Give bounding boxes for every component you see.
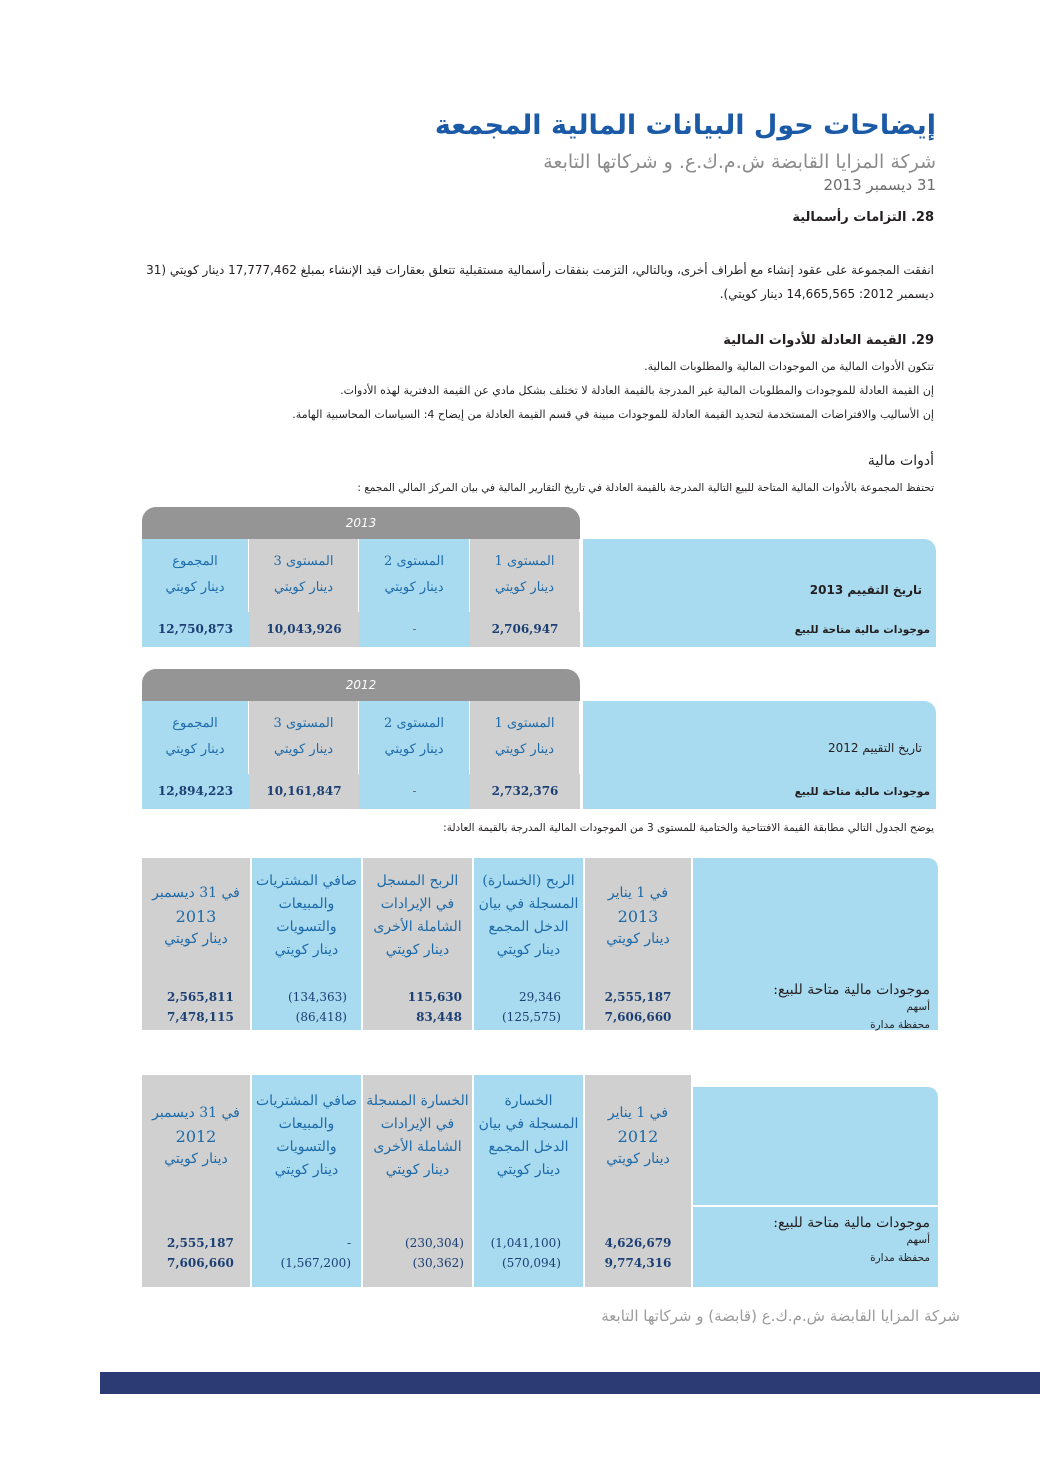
header-opening [585, 858, 693, 974]
row-label-cell [583, 701, 936, 777]
header-level-3 [249, 539, 359, 615]
header-year: 2012 [617, 1126, 659, 1146]
row-label-cell [583, 612, 936, 647]
header-level-1-label: المستوى 1 [494, 716, 555, 731]
header-line: الربح (الخسارة) [482, 873, 575, 889]
cell-managed: 7,606,660 [604, 1010, 672, 1024]
value-level-2: - [359, 612, 471, 647]
header-unit: دينار كويتي [606, 1150, 670, 1167]
afs-assets-label: موجودات مالية متاحة للبيع [794, 624, 930, 636]
header-closing [142, 1075, 252, 1197]
value-level-3: 10,043,926 [249, 612, 360, 647]
cell-managed: (125,575) [502, 1010, 561, 1024]
year-bar-2013: 2013 [142, 507, 580, 539]
header-year: 2013 [617, 906, 659, 926]
header-unit: دينار كويتي [164, 930, 228, 947]
header-line: الدخل المجمع [488, 1139, 569, 1155]
company-name: شركة المزايا القابضة ش.م.ك.ع. و شركاتها التابعة [543, 151, 936, 173]
report-date: 31 ديسمبر 2013 [823, 176, 936, 194]
header-level-2-label: المستوى 2 [384, 716, 444, 731]
header-level-3 [249, 701, 359, 777]
header-line: الشاملة الأخرى [373, 1139, 462, 1155]
afs-assets-label: موجودات مالية متاحة للبيع [794, 786, 930, 798]
cell-shares: 2,565,811 [167, 990, 234, 1004]
value-total: 12,750,873 [142, 612, 250, 647]
header-net-purchases [252, 858, 363, 974]
value-total: 12,894,223 [142, 774, 250, 809]
header-unit: دينار كويتي [384, 742, 444, 757]
header-unit: دينار كويتي [274, 1162, 339, 1178]
header-level-2 [359, 539, 470, 615]
col-closing [142, 974, 252, 1030]
header-unit: دينار كويتي [165, 580, 225, 595]
header-line: في 31 ديسمبر [152, 1104, 240, 1121]
instruments-intro: تحتفظ المجموعة بالأدوات المالية المتاحة للبيع التالية المدرجة بالقيمة العادلة في تاريخ التقارير المالية في بيان المركز المالي المجمع : [357, 482, 934, 494]
cell-shares: (1,041,100) [490, 1236, 561, 1250]
header-line: والتسويات [276, 1139, 337, 1155]
header-line: في الإيرادات [380, 1116, 455, 1132]
col-opening [585, 1197, 693, 1287]
header-total [142, 539, 249, 615]
value-level-2: - [359, 774, 471, 809]
header-opening [585, 1075, 693, 1197]
note-28-line-1: انفقت المجموعة على عقود إنشاء مع أطراف أخرى، وبالتالي، التزمت بنفقات رأسمالية مستقبلية تتعلق بعقارات قيد الإنشاء بمبلغ 17,777,462 دينار كويتي (31 [146, 263, 934, 277]
header-unit: دينار كويتي [384, 580, 444, 595]
cell-shares: 2,555,187 [167, 1236, 234, 1250]
header-line: والتسويات [276, 919, 337, 935]
header-profit-loss [474, 858, 585, 974]
header-line: في الإيرادات [380, 896, 455, 912]
value-level-1: 2,706,947 [470, 612, 581, 647]
header-profit-loss [474, 1075, 585, 1197]
header-line: الخسارة [504, 1093, 553, 1109]
cell-managed: (30,362) [412, 1256, 464, 1270]
cell-shares: 29,346 [519, 990, 561, 1004]
note-28-heading: 28. التزامات رأسمالية [792, 210, 934, 225]
row-label-shares: أسهم [906, 1001, 930, 1013]
header-line: المسجلة في بيان [478, 896, 579, 912]
cell-managed: (570,094) [502, 1256, 561, 1270]
cell-shares: - [346, 1236, 351, 1250]
year-bar-2012: 2012 [142, 669, 580, 701]
note-28-line-2: ديسمبر 2012: 14,665,565 دينار كويتي). [719, 287, 934, 301]
page-title: إيضاحات حول البيانات المالية المجمعة [434, 110, 936, 141]
reconciliation-table-2012 [142, 1075, 938, 1287]
instruments-heading: أدوات مالية [867, 453, 934, 469]
row-label-cell [583, 539, 936, 615]
header-level-2-label: المستوى 2 [384, 554, 444, 569]
header-unit: دينار كويتي [274, 580, 333, 595]
header-level-1 [470, 539, 580, 615]
label-header-cell [693, 1087, 938, 1205]
reconciliation-intro: يوضح الجدول التالي مطابقة القيمة الافتتاحية والختامية للمستوى 3 من الموجودات المالية المدرجة بالقيمة العادلة: [443, 822, 934, 834]
header-unit: دينار كويتي [496, 1162, 561, 1178]
cell-managed: 9,774,316 [604, 1256, 672, 1270]
note-29-heading: 29. القيمة العادلة للأدوات المالية [723, 333, 934, 348]
header-year: 2013 [175, 906, 217, 926]
cell-managed: 7,606,660 [167, 1256, 234, 1270]
cell-managed: (86,418) [295, 1010, 347, 1024]
valuation-date-label: تاريخ التقييم 2013 [809, 583, 922, 597]
row-label-shares: أسهم [906, 1234, 930, 1246]
header-total-label: المجموع [172, 716, 218, 731]
header-year: 2012 [175, 1126, 217, 1146]
row-label-cell [583, 774, 936, 809]
cell-shares: 4,626,679 [604, 1236, 672, 1250]
header-closing [142, 858, 252, 974]
header-line: والمبيعات [278, 1116, 335, 1132]
cell-shares: (134,363) [288, 990, 347, 1004]
cell-managed: (1,567,200) [280, 1256, 351, 1270]
col-profit-loss [474, 974, 585, 1030]
header-unit: دينار كويتي [165, 742, 225, 757]
header-unit: دينار كويتي [274, 942, 339, 958]
header-net-purchases [252, 1075, 363, 1197]
col-net-purchases [252, 1197, 363, 1287]
fair-value-table-2012 [142, 669, 936, 809]
header-line: المسجلة في بيان [478, 1116, 579, 1132]
cell-shares: 115,630 [407, 990, 462, 1004]
header-total [142, 701, 249, 777]
header-level-3-label: المستوى 3 [273, 716, 334, 731]
header-unit: دينار كويتي [385, 942, 450, 958]
afs-heading: موجودات مالية متاحة للبيع: [773, 982, 930, 998]
cell-shares: (230,304) [405, 1236, 464, 1250]
row-labels [693, 1207, 938, 1287]
col-opening [585, 974, 693, 1030]
header-unit: دينار كويتي [164, 1150, 228, 1167]
header-oci [363, 858, 474, 974]
header-total-label: المجموع [172, 554, 218, 569]
header-unit: دينار كويتي [606, 930, 670, 947]
col-oci [363, 974, 474, 1030]
col-oci [363, 1197, 474, 1287]
row-label-managed: محفظة مدارة [870, 1019, 930, 1031]
header-level-2 [359, 701, 470, 777]
col-profit-loss [474, 1197, 585, 1287]
reconciliation-table-2013 [142, 858, 938, 1030]
header-level-3-label: المستوى 3 [273, 554, 334, 569]
header-line: الربح المسجل [376, 873, 459, 889]
header-unit: دينار كويتي [495, 742, 554, 757]
header-line: في 1 يناير [607, 884, 669, 901]
header-oci [363, 1075, 474, 1197]
header-line: في 1 يناير [607, 1104, 669, 1121]
note-28-text [134, 258, 934, 306]
header-line: الخسارة المسجلة [366, 1093, 469, 1109]
value-level-1: 2,732,376 [470, 774, 581, 809]
header-line: في 31 ديسمبر [152, 884, 240, 901]
cell-managed: 7,478,115 [167, 1010, 234, 1024]
header-unit: دينار كويتي [274, 742, 333, 757]
cell-shares: 2,555,187 [604, 990, 672, 1004]
label-header-cell [693, 858, 938, 974]
note-29-line-2: إن القيمة العادلة للموجودات والمطلوبات المالية غير المدرجة بالقيمة العادلة لا تختلف بشكل مادي عن القيمة الدفترية لهذه الأدوات. [340, 384, 934, 397]
header-line: الدخل المجمع [488, 919, 569, 935]
header-level-1-label: المستوى 1 [494, 554, 555, 569]
footer-company: شركة المزايا القابضة ش.م.ك.ع (قابضة) و شركاتها التابعة [601, 1307, 960, 1325]
valuation-date-label: تاريخ التقييم 2012 [828, 741, 922, 755]
col-closing [142, 1197, 252, 1287]
note-29-line-1: تتكون الأدوات المالية من الموجودات المالية والمطلوبات المالية. [644, 360, 934, 373]
afs-heading: موجودات مالية متاحة للبيع: [773, 1215, 930, 1231]
header-unit: دينار كويتي [496, 942, 561, 958]
footer-bar [100, 1372, 1040, 1394]
header-line: الشاملة الأخرى [373, 919, 462, 935]
col-net-purchases [252, 974, 363, 1030]
row-labels [693, 974, 938, 1030]
value-level-3: 10,161,847 [249, 774, 360, 809]
header-unit: دينار كويتي [495, 580, 554, 595]
header-line: صافي المشتريات [256, 873, 357, 889]
header-line: والمبيعات [278, 896, 335, 912]
header-unit: دينار كويتي [385, 1162, 450, 1178]
row-label-managed: محفظة مدارة [870, 1252, 930, 1264]
note-29-line-3: إن الأساليب والافتراضات المستخدمة لتحديد القيمة العادلة للموجودات مبينة في قسم القيمة العادلة من إيضاح 4: السياسات المحاسبية الهامة. [292, 408, 934, 421]
header-line: صافي المشتريات [256, 1093, 357, 1109]
header-level-1 [470, 701, 580, 777]
fair-value-table-2013 [142, 507, 936, 647]
cell-managed: 83,448 [416, 1010, 462, 1024]
